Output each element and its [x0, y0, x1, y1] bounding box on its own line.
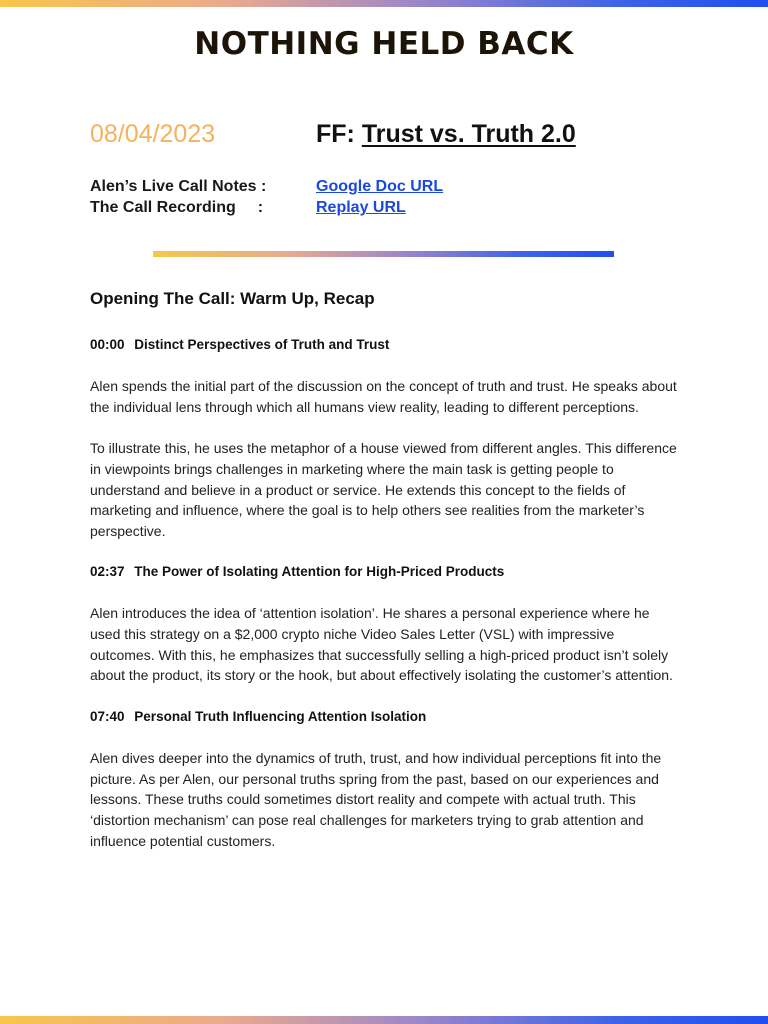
replay-link[interactable]: Replay URL [316, 199, 406, 216]
timestamp: 00:00 [90, 337, 125, 352]
paragraph: Alen introduces the idea of ‘attention isolation’. He shares a personal experience where he used this strategy on a $2,000 crypto niche Video Sales Letter (VSL) with impressive outcomes. With this, he emphasizes that successfully selling a high-priced product isn’t solely about the product, its story or the hook, but about effectively isolating the customer’s attention. [90, 605, 673, 684]
paragraph: Alen spends the initial part of the discussion on the concept of truth and trust. He speaks about the individual lens through which all humans view reality, leading to different perceptions. [90, 378, 677, 415]
brand-logo: NOTHING HELD BACK [194, 26, 574, 62]
topic-heading [90, 562, 680, 582]
timestamp: 07:40 [90, 708, 125, 724]
section-heading: Opening The Call: Warm Up, Recap [90, 289, 375, 308]
title-prefix: FF: [316, 120, 355, 148]
topic-title: The Power of Isolating Attention for High-Priced Products [134, 564, 505, 580]
paragraph: To illustrate this, he uses the metaphor of a house viewed from different angles. This difference in viewpoints brings challenges in marketing where the main task is getting people to understand and believe in a product or service. He extends this concept to the fields of marketing and influence, where the goal is to help others see realities from the marketer’s perspective. [90, 440, 677, 539]
paragraph: Alen dives deeper into the dynamics of truth, trust, and how individual perceptions fit into the picture. As per Alen, our personal truths spring from the past, based on our experiences and lessons. These truths could sometimes distort reality and compete with actual truth. This ‘distortion mechanism’ can pose real challenges for marketers trying to grab attention and influence potential customers. [90, 749, 662, 849]
topic-title: Personal Truth Influencing Attention Isolation [134, 708, 427, 724]
topic-heading [90, 707, 680, 727]
call-date: 08/04/2023 [90, 120, 216, 148]
notes-label: Alen’s Live Call Notes : [90, 178, 267, 195]
timestamp: 02:37 [90, 564, 125, 580]
notes-row [90, 178, 443, 196]
topic-title: Distinct Perspectives of Truth and Trust [134, 337, 390, 352]
recording-row [90, 199, 406, 217]
bottom-gradient-bar [0, 1016, 768, 1024]
google-doc-link[interactable]: Google Doc URL [316, 178, 444, 195]
topic-heading [90, 335, 680, 355]
call-title: Trust vs. Truth 2.0 [361, 120, 576, 148]
notes-content [90, 287, 680, 872]
top-gradient-bar [0, 0, 768, 7]
recording-label: The Call Recording : [90, 199, 264, 216]
gradient-divider [153, 251, 614, 257]
page-title [316, 120, 576, 149]
